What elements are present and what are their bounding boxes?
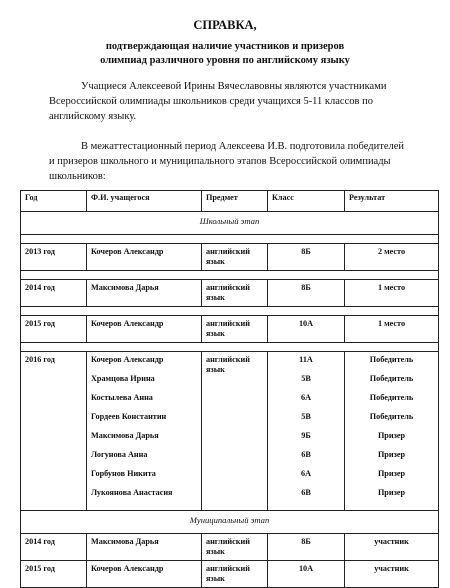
cell-result: 2 место [345,244,439,271]
student-grade: 11А [299,355,313,364]
cell-result: 1 место [345,280,439,307]
section-title-municipal: Муниципальный этап [21,511,439,534]
cell-grade: 8Б [268,280,345,307]
document-subtitle-line-1: подтверждающая наличие участников и призеров [105,41,345,52]
table-row [21,280,439,307]
cell-subject: английский язык [202,534,268,561]
student-name: Костылева Анна [91,393,153,402]
cell-year: 2013 год [21,244,87,271]
student-name: Лукоянова Анастасия [91,488,173,497]
cell-subject: английский язык [202,244,268,271]
student-result: Призер [377,450,406,459]
paragraph-line: английскому языку. [49,111,137,122]
document-subtitle-line-2: олимпиад различного уровня по английскому языку [100,55,350,66]
cell-results [345,352,439,511]
student-grade: 5В [301,412,311,421]
header-student-name: Ф.И. учащегося [87,191,202,212]
cell-year: 2014 год [21,534,87,561]
cell-grade: 8Б [268,244,345,271]
cell-subject: английский язык [202,316,268,343]
header-year: Год [21,191,87,212]
student-grade: 6А [300,469,311,478]
cell-name: Кочеров Александр [87,316,202,343]
cell-name: Максимова Дарья [87,534,202,561]
cell-year: 2014 год [21,280,87,307]
student-name: Кочеров Александр [91,355,164,364]
cell-year: 2016 год [21,352,87,511]
student-name: Максимова Дарья [91,431,159,440]
cell-year: 2015 год [21,561,87,588]
header-grade: Класс [268,191,345,212]
table-row [21,316,439,343]
student-grade: 6В [301,450,311,459]
paragraph-line: школьников: [49,171,106,182]
student-name: Гордеев Константин [91,412,167,421]
paragraph-line: Всероссийской олимпиады школьников среди учащихся 5-11 классов по [49,96,373,107]
student-result: Победитель [369,393,414,402]
header-result: Результат [345,191,439,212]
student-name: Горбунов Никита [91,469,156,478]
table-row [21,561,439,588]
cell-grade: 8Б [268,534,345,561]
table-row [21,534,439,561]
student-grade: 6А [300,393,311,402]
student-result: Победитель [369,412,414,421]
cell-year: 2015 год [21,316,87,343]
table-row-2016-group [21,352,439,511]
cell-grade: 10А [268,561,345,588]
cell-result: участник [345,534,439,561]
cell-name: Кочеров Александр [87,244,202,271]
cell-grades [268,352,345,511]
table-row [21,244,439,271]
header-subject: Предмет [202,191,268,212]
cell-result: участник [345,561,439,588]
student-name: Храмцова Ирина [91,374,155,383]
cell-subject: английский язык [202,280,268,307]
section-row-municipal [21,511,439,534]
cell-subject: английский язык [202,561,268,588]
student-grade: 5В [301,374,311,383]
cell-subject: английский язык [202,352,268,511]
student-name: Логунова Анна [91,450,148,459]
document-title: СПРАВКА, [193,18,257,32]
paragraph-line: В межаттестационный период Алексеева И.В. подготовила победителей [81,141,404,152]
student-grade: 9Б [301,431,311,440]
table-header-row [21,191,439,212]
student-result: Призер [377,469,406,478]
paragraph-line: и призеров школьного и муниципального этапов Всероссийской олимпиады [49,156,391,167]
cell-grade: 10А [268,316,345,343]
section-row-school [21,212,439,235]
cell-name: Максимова Дарья [87,280,202,307]
student-result: Призер [377,431,406,440]
olympiad-results-table [20,190,439,588]
paragraph-winners [49,139,420,184]
cell-names [87,352,202,511]
paragraph-line: Учащиеся Алексеевой Ирины Вячеславовны являются участниками [81,81,387,92]
student-result: Призер [377,488,406,497]
cell-result: 1 место [345,316,439,343]
paragraph-participants [49,79,420,124]
section-title-school: Школьный этап [21,212,439,235]
student-result: Победитель [369,355,414,364]
student-result: Победитель [369,374,414,383]
student-grade: 6В [301,488,311,497]
cell-name: Кочеров Александр [87,561,202,588]
